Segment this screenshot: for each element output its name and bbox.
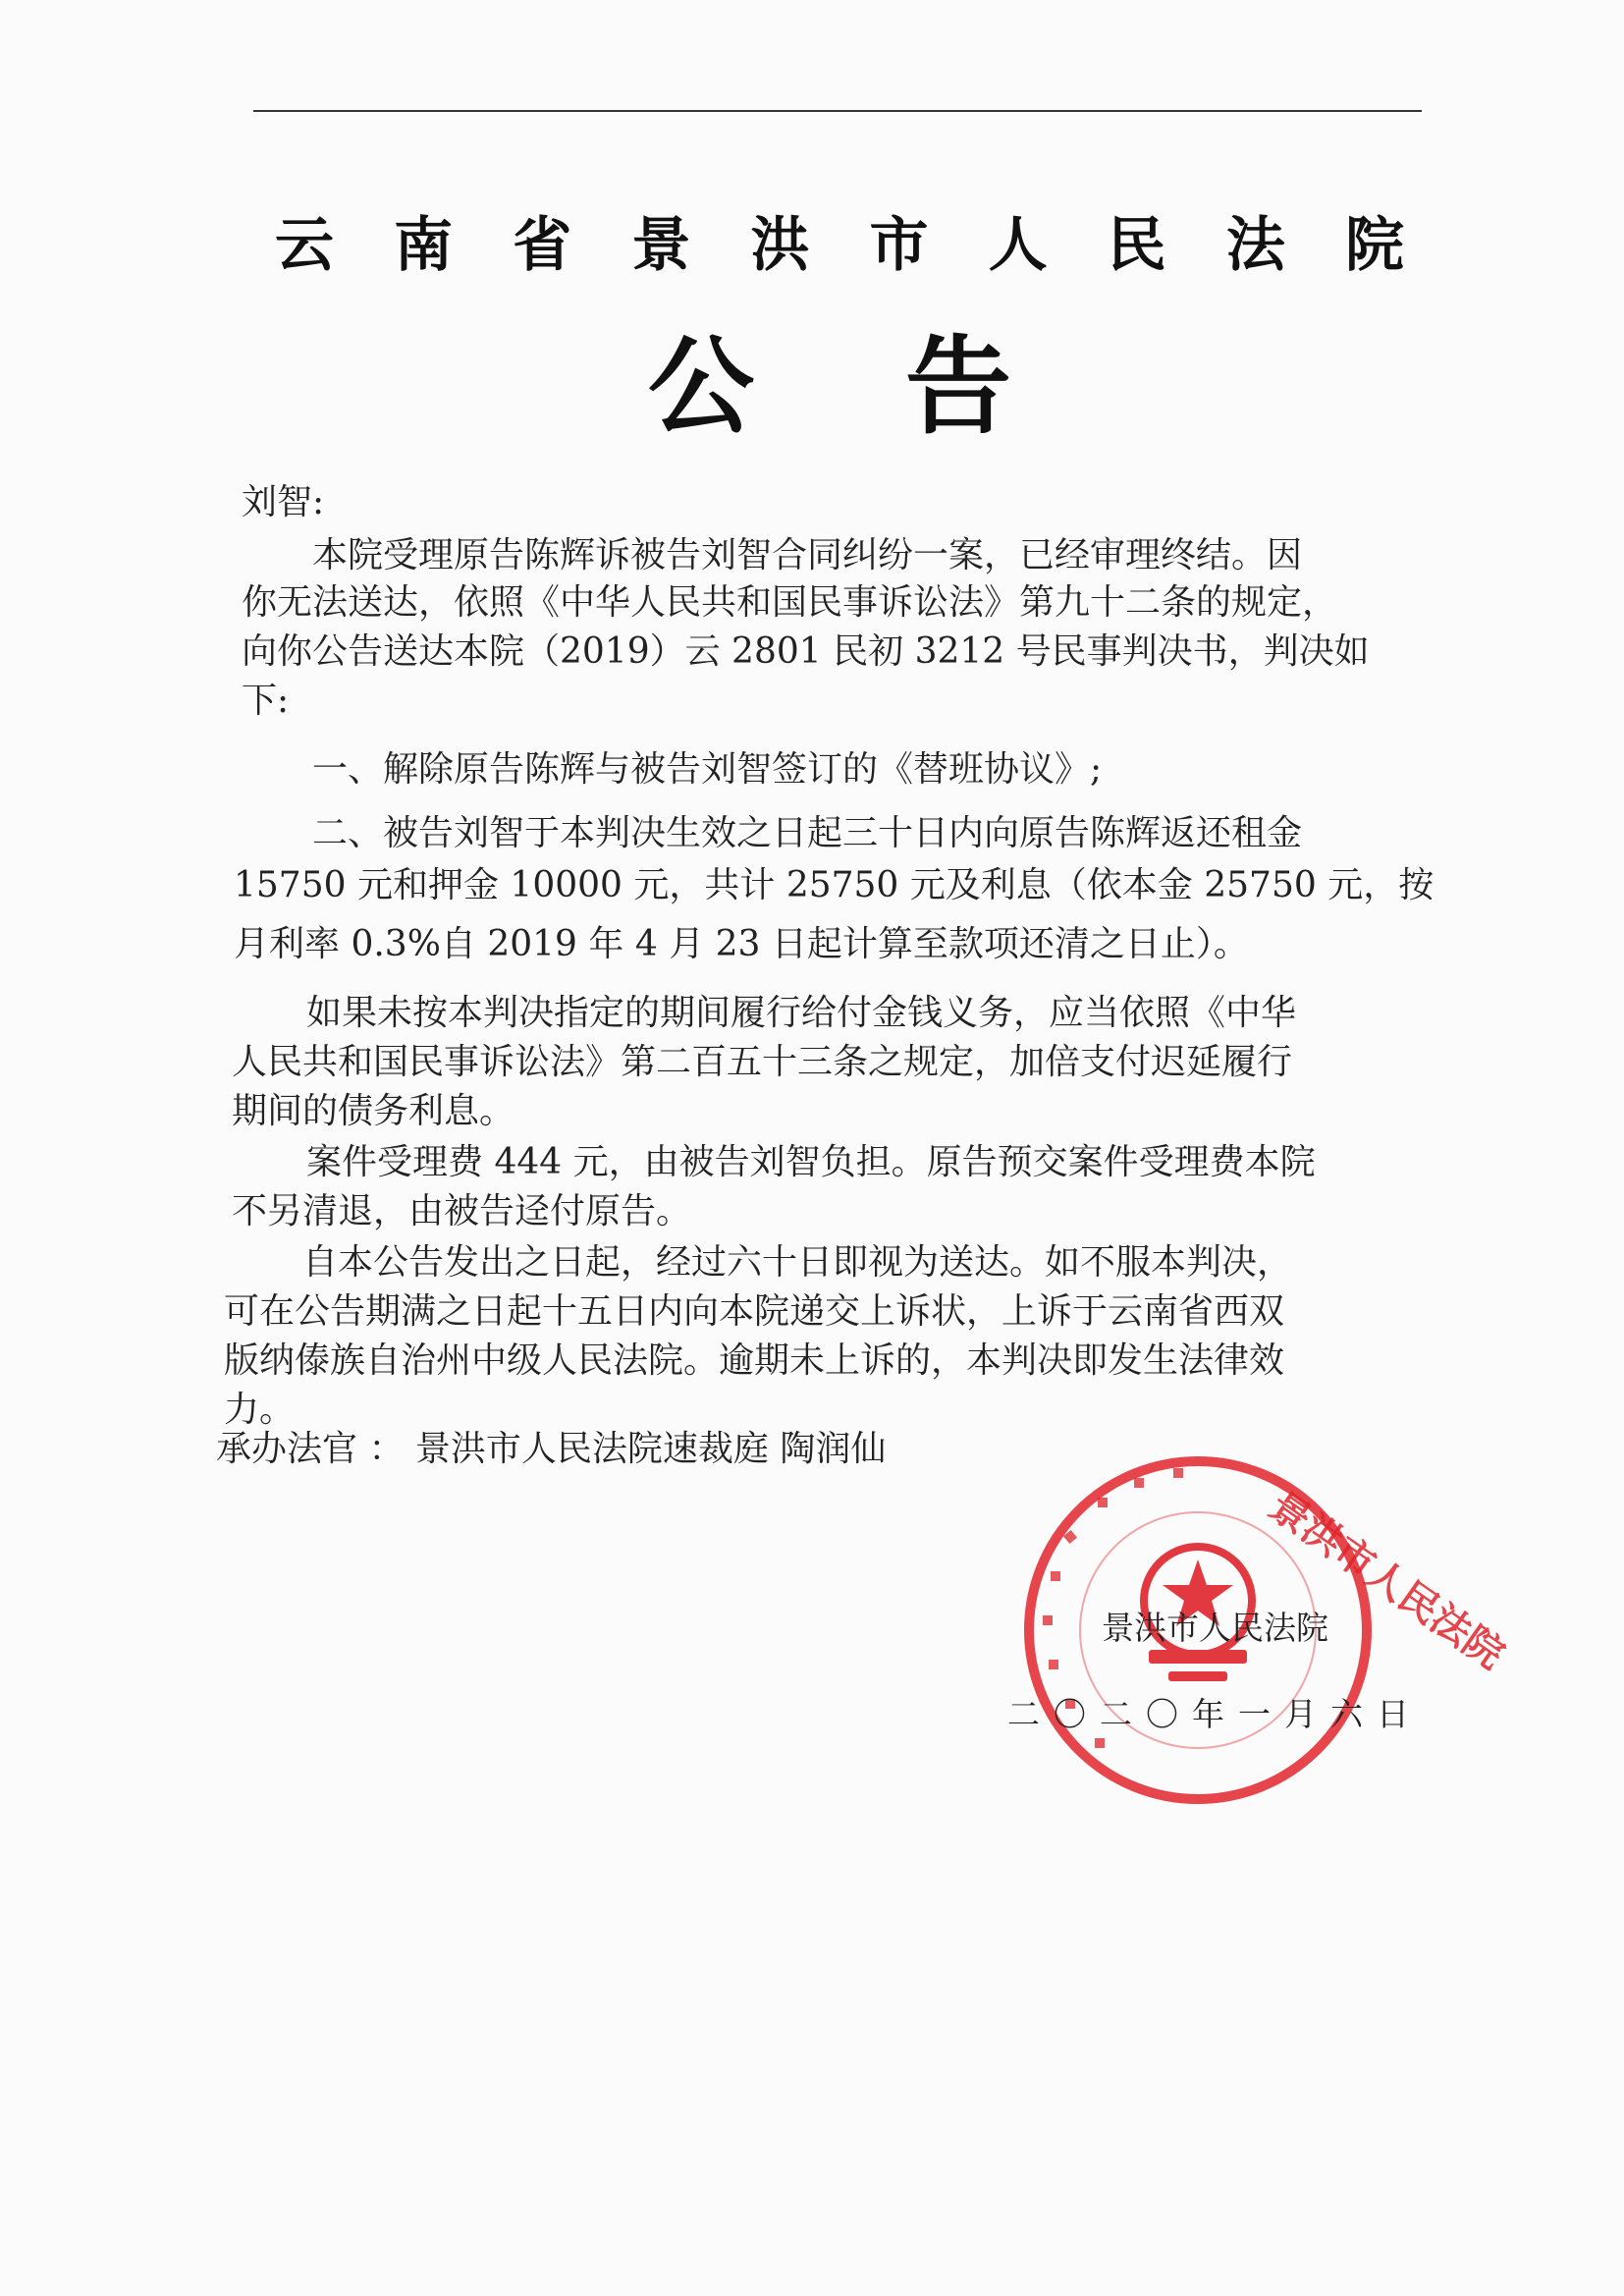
signature-court: 景洪市人民法院 — [1102, 1609, 1328, 1647]
document-title-char: 告 — [904, 326, 1011, 449]
body-line: 人民共和国民事诉讼法》第二百五十三条之规定，加倍支付迟延履行 — [232, 1042, 1293, 1082]
body-line: 不另清退，由被告迳付原告。 — [232, 1191, 692, 1231]
addressee: 刘智: — [242, 482, 325, 522]
document-title — [648, 324, 1011, 452]
body-line: 下: — [242, 681, 290, 721]
judge-line: 承办法官 ： 景洪市人民法院速裁庭 陶润仙 — [216, 1429, 887, 1469]
body-line: 可在公告期满之日起十五日内向本院递交上诉状，上诉于云南省西双 — [224, 1291, 1285, 1332]
body-line: 月利率 0.3%自 2019 年 4 月 23 日起计算至款项还清之日止）。 — [234, 924, 1249, 964]
court-title-char: 省 — [513, 211, 572, 280]
body-line: 如果未按本判决指定的期间履行给付金钱义务，应当依照《中华 — [306, 993, 1297, 1033]
court-title-char: 南 — [394, 211, 454, 280]
body-line: 自本公告发出之日起，经过六十日即视为送达。如不服本判决， — [302, 1242, 1293, 1283]
seal-text: 景洪市人民法院 — [1261, 1483, 1513, 1678]
body-line: 你无法送达，依照《中华人民共和国民事诉讼法》第九十二条的规定， — [242, 582, 1338, 623]
judgment-item-1: 一、解除原告陈辉与被告刘智签订的《替班协议》; — [312, 749, 1103, 790]
signature-date: 二〇二〇年一月六日 — [1007, 1695, 1423, 1733]
body-line: 案件受理费 444 元，由被告刘智负担。原告预交案件受理费本院 — [306, 1142, 1316, 1182]
body-line: 版纳傣族自治州中级人民法院。逾期未上诉的，本判决即发生法律效 — [224, 1340, 1285, 1381]
body-line: 本院受理原告陈辉诉被告刘智合同纠纷一案，已经审理终结。因 — [312, 535, 1303, 575]
court-title-char: 院 — [1344, 211, 1404, 280]
court-title-char: 洪 — [750, 211, 810, 280]
court-title-char: 景 — [631, 211, 691, 280]
document-title-char: 公 — [648, 326, 755, 449]
top-rule — [253, 110, 1422, 112]
court-title-char: 云 — [275, 211, 334, 280]
body-line: 力。 — [224, 1390, 296, 1430]
court-title-char: 民 — [1107, 211, 1166, 280]
body-line: 向你公告送达本院（2019）云 2801 民初 3212 号民事判决书，判决如 — [242, 631, 1370, 672]
judgment-item-2: 二、被告刘智于本判决生效之日起三十日内向原告陈辉返还租金 — [312, 813, 1303, 853]
body-line: 期间的债务利息。 — [232, 1091, 515, 1131]
court-title — [275, 206, 1404, 285]
court-title-char: 法 — [1225, 211, 1285, 280]
body-line: 15750 元和押金 10000 元，共计 25750 元及利息（依本金 25750 元，按 — [234, 865, 1435, 905]
court-title-char: 人 — [988, 211, 1048, 280]
court-title-char: 市 — [869, 211, 929, 280]
